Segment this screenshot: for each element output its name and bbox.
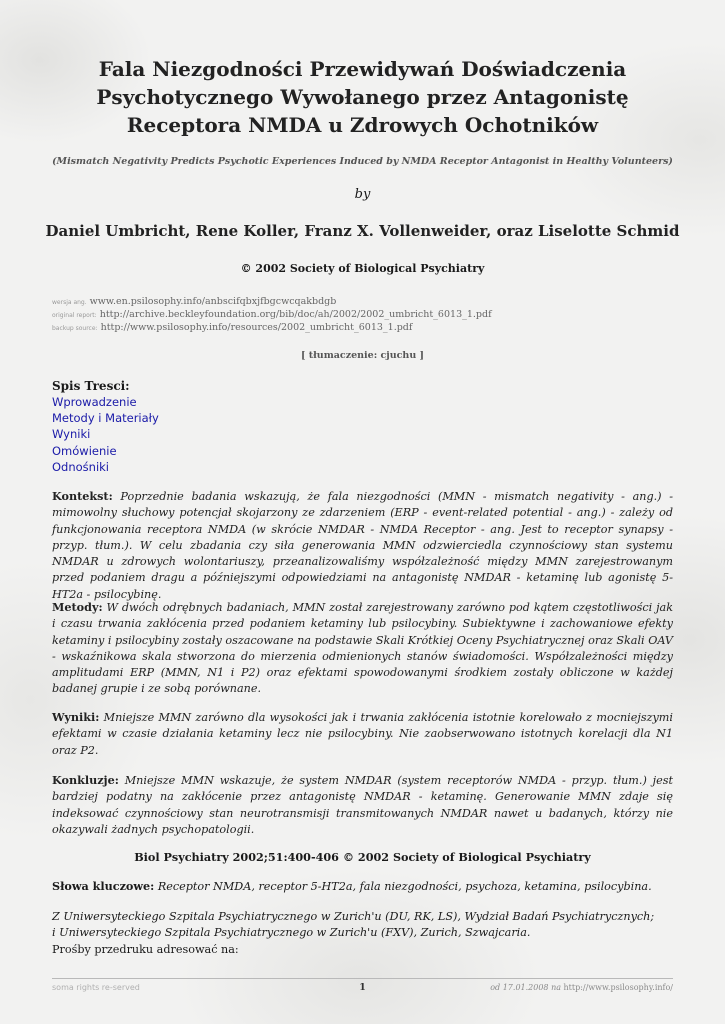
affiliation-line: i Uniwersyteckiego Szpitala Psychiatrycznego w Zurich'u (FXV), Zurich, Szwajcaria.	[52, 926, 531, 940]
abstract-conclusions	[52, 772, 673, 838]
section-label: Wyniki:	[52, 710, 100, 724]
page-number: 1	[359, 982, 366, 993]
source-link[interactable]: http://archive.beckleyfoundation.org/bib/doc/ah/2002/2002_umbricht_6013_1.pdf	[99, 309, 492, 320]
footer-source	[490, 983, 673, 992]
section-text: W dwóch odrębnych badaniach, MMN został zarejestrowany zarówno pod kątem częstotliwości jak i czasu trwania zakłócenia przed podaniem ketaminy lub psilocybiny. Subiektywne i zachowaniowe efekty ketaminy i psilocybiny zostały oszacowane na podstawie Skali Krótkiej Oceny Psychiatrycznej oraz Skali OAV - wskaźnikowa skala stworzona do mierzenia odmienionych stanów świadomości. Współzależności między amplitudami ERP (MMN, N1 i P2) oraz efektami spowodowanymi środkiem zostały obliczone w każdej badanej grupie i ze sobą porównane.	[52, 601, 673, 696]
abstract-results	[52, 709, 673, 759]
toc-link-wyniki[interactable]: Wyniki	[52, 427, 91, 442]
keywords	[52, 879, 692, 893]
affiliation-line: Z Uniwersyteckiego Szpitala Psychiatrycznego w Zurich'u (DU, RK, LS), Wydział Badań Psychiatrycznych;	[52, 910, 655, 923]
keywords-text: Receptor NMDA, receptor 5-HT2a, fala niezgodności, psychoza, ketamina, psilocybina.	[157, 880, 652, 893]
footer-date: od 17.01.2008 na	[490, 983, 561, 992]
section-text: Poprzednie badania wskazują, że fala niezgodności (MMN - mismatch negativity - ang.) - mimowolny słuchowy potencjał skojarzony ze zdarzeniem (ERP - event-related potential - ang.) - zależy od funkcjonowania receptora NMDA (w skrócie NMDAR - NMDA Receptor - ang. Jest to receptor synapsy - przyp. tłum.). W celu zbadania czy siła generowania MMN odzwierciedla czynnościowy stan systemu NMDAR u zdrowych wolontariuszy, przeanalizowaliśmy współzależność między MMN zarejestrowanym przed podaniem dragu a późniejszymi odpowiedziami na antagonistę NMDAR - ketaminę lub agonistę 5-HT2a - psilocybinę.	[52, 490, 674, 601]
footer-rights: soma rights re-served	[52, 983, 140, 992]
abstract-context	[52, 488, 673, 603]
footer-divider	[52, 978, 673, 979]
by-line: by	[354, 187, 371, 202]
section-text: Mniejsze MMN wskazuje, że system NMDAR (system receptorów NMDA - przyp. tłum.) jest bardziej podatny na zakłócenie przez antagonistę NMDAR - ketaminę. Generowanie MMN zdaje się indeksować czynnościowy stan neurotransmisji transmitowanych NMDAR nawet u badanych, którzy nie okazywali żadnych psychopatologii.	[52, 774, 673, 836]
toc-link-metody[interactable]: Metody i Materiały	[52, 411, 159, 426]
journal-citation: Biol Psychiatry 2002;51:400-406 © 2002 Society of Biological Psychiatry	[134, 850, 591, 864]
source-label: backup source:	[52, 325, 98, 332]
section-label: Konkluzje:	[52, 773, 119, 787]
keywords-label: Słowa kluczowe:	[52, 879, 155, 893]
toc-link-wprowadzenie[interactable]: Wprowadzenie	[52, 395, 137, 409]
authors: Daniel Umbricht, Rene Koller, Franz X. Vollenweider, oraz Liselotte Schmid	[45, 222, 680, 240]
affiliation	[52, 909, 692, 958]
source-backup	[52, 322, 412, 333]
document-title: Fala Niezgodności Przewidywań Doświadczenia Psychotycznego Wywołanego przez Antagonistę Receptora NMDA u Zdrowych Ochotników	[96, 57, 629, 137]
footer-link[interactable]: http://www.psilosophy.info/	[563, 983, 673, 992]
section-label: Metody:	[52, 600, 103, 614]
translator-note: [ tłumaczenie: cjuchu ]	[300, 350, 425, 361]
source-label: original report:	[52, 312, 97, 319]
english-title: (Mismatch Negativity Predicts Psychotic Experiences Induced by NMDA Receptor Antagonist in Healthy Volunteers)	[52, 156, 673, 167]
source-label: wersja ang.	[52, 299, 87, 306]
reprint-request: Prośby przedruku adresować na:	[52, 942, 239, 956]
source-link[interactable]: www.en.psilosophy.info/anbscifqbxjfbgcwcqakbdgb	[89, 296, 337, 307]
source-english	[52, 296, 336, 307]
table-of-contents	[52, 378, 159, 475]
toc-title: Spis Tresci:	[52, 379, 130, 393]
copyright: © 2002 Society of Biological Psychiatry	[240, 262, 485, 275]
abstract-methods	[52, 599, 673, 698]
source-original	[52, 309, 492, 320]
section-label: Kontekst:	[52, 489, 113, 503]
toc-link-omowienie[interactable]: Omówienie	[52, 443, 117, 458]
source-link[interactable]: http://www.psilosophy.info/resources/2002_umbricht_6013_1.pdf	[100, 322, 413, 333]
toc-link-odnosniki[interactable]: Odnośniki	[52, 459, 110, 474]
section-text: Mniejsze MMN zarówno dla wysokości jak i trwania zakłócenia istotnie korelowało z mocniejszymi efektami w czasie działania ketaminy lecz nie psilocybiny. Nie zaobserwowano istotnych korelacji dla N1 oraz P2.	[52, 711, 673, 757]
